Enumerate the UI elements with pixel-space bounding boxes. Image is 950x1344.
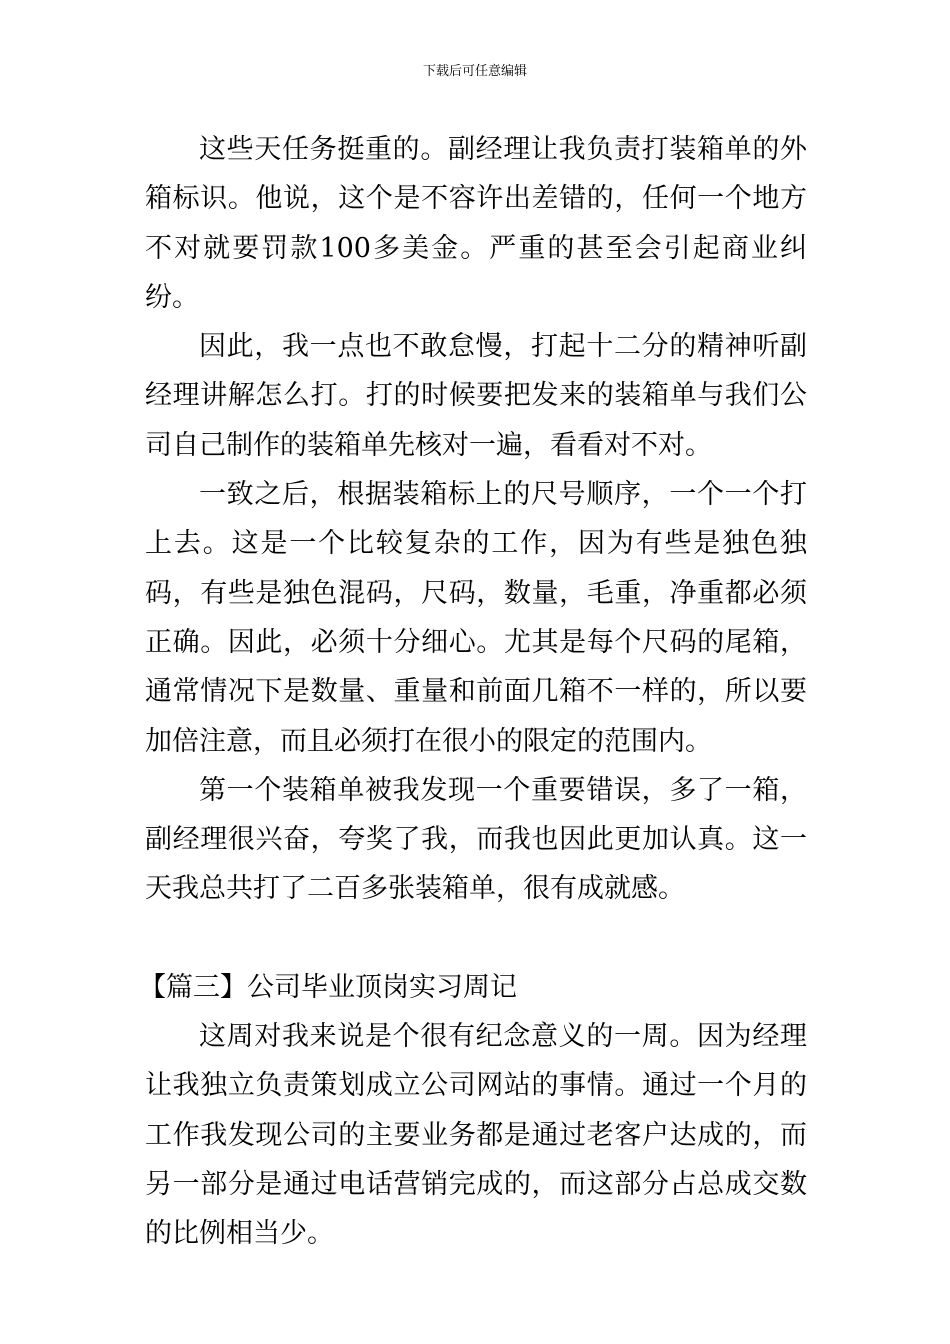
section-title: 【篇三】公司毕业顶岗实习周记 xyxy=(139,971,517,1003)
document-body xyxy=(139,125,807,1259)
paragraph: 这些天任务挺重的。副经理让我负责打装箱单的外箱标识。他说，这个是不容许出差错的，任何一个地方不对就要罚款100多美金。严重的甚至会引起商业纠纷。 xyxy=(145,134,807,313)
paragraph: 第一个装箱单被我发现一个重要错误，多了一箱，副经理很兴奋，夸奖了我，而我也因此更加认真。这一天我总共打了二百多张装箱单，很有成就感。 xyxy=(145,774,807,905)
paragraph: 因此，我一点也不敢怠慢，打起十二分的精神听副经理讲解怎么打。打的时候要把发来的装箱单与我们公司自己制作的装箱单先核对一遍，看看对不对。 xyxy=(145,331,807,461)
section-spacer xyxy=(145,914,807,963)
page-header-note: 下载后可任意编辑 xyxy=(422,64,527,79)
paragraph: 一致之后，根据装箱标上的尺号顺序，一个一个打上去。这是一个比较复杂的工作，因为有些是独色独码，有些是独色混码，尺码，数量，毛重，净重都必须正确。因此，必须十分细心。尤其是每个尺码的尾箱，通常情况下是数量、重量和前面几箱不一样的，所以要加倍注意，而且必须打在很小的限定的范围内。 xyxy=(145,479,807,757)
paragraph: 这周对我来说是个很有纪念意义的一周。因为经理让我独立负责策划成立公司网站的事情。通过一个月的工作我发现公司的主要业务都是通过老客户达成的，而另一部分是通过电话营销完成的，而这部分占总成交数的比例相当少。 xyxy=(145,1021,807,1250)
